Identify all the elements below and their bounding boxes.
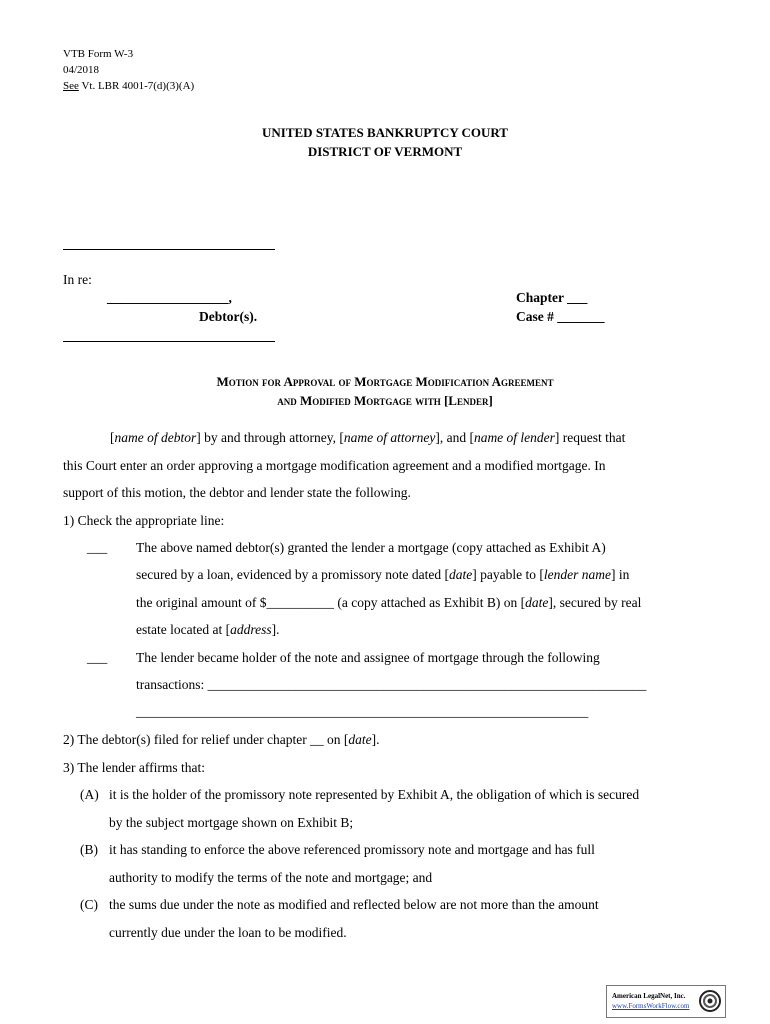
item3-label: 3) The lender affirms that: xyxy=(63,760,205,775)
item3-b-line2: authority to modify the terms of the note and mortgage; and xyxy=(109,870,433,885)
case-number-field: Case # _______ xyxy=(516,309,605,324)
in-re-label: In re: xyxy=(63,272,92,287)
lender-name-placeholder: lender name xyxy=(543,567,611,582)
publisher-link[interactable]: www.FormsWorkFlow.com xyxy=(612,1002,690,1010)
debtor-label: Debtor(s). xyxy=(199,309,258,324)
intro-line3: support of this motion, the debtor and lender state the following. xyxy=(63,485,411,500)
name-of-debtor-placeholder: name of debtor xyxy=(114,430,197,445)
item3-c-line1: the sums due under the note as modified and reflected below are not more than the amount xyxy=(109,897,599,912)
option-a-line2: secured by a loan, evidenced by a promissory note dated [date] payable to [lender name] in xyxy=(136,567,630,582)
publisher-name: American LegalNet, Inc. xyxy=(612,992,686,1000)
item3-a-line1: it is the holder of the promissory note represented by Exhibit A, the obligation of which is secured xyxy=(109,787,640,802)
item2: 2) The debtor(s) filed for relief under chapter __ on [date]. xyxy=(63,732,380,747)
item3-c-marker: (C) xyxy=(80,897,98,912)
option-a-line3: the original amount of $__________ (a copy attached as Exhibit B) on [date], secured by real xyxy=(136,595,642,610)
item3-b-line1: it has standing to enforce the above referenced promissory note and mortgage and has full xyxy=(109,842,595,857)
caption-top-rule xyxy=(63,249,275,250)
court-district: DISTRICT OF VERMONT xyxy=(307,144,463,159)
item3-c-line2: currently due under the loan to be modified. xyxy=(109,925,347,940)
publisher-badge xyxy=(606,985,726,1018)
form-date: 04/2018 xyxy=(63,64,100,76)
item3-b-marker: (B) xyxy=(80,842,98,857)
name-of-attorney-placeholder: name of attorney xyxy=(343,430,436,445)
debtor-name-blank: __________________, xyxy=(107,290,232,305)
option-b-checkbox-line[interactable]: ___ xyxy=(87,650,108,665)
item3-a-line2: by the subject mortgage shown on Exhibit B; xyxy=(109,815,354,830)
option-a-line1: The above named debtor(s) granted the lender a mortgage (copy attached as Exhibit A) xyxy=(136,540,606,555)
publisher-logo-icon xyxy=(698,989,722,1018)
option-a-line4: estate located at [address]. xyxy=(136,622,280,637)
chapter-field: Chapter ___ xyxy=(516,290,588,305)
intro-line2: this Court enter an order approving a mortgage modification agreement and a modified mortgage. In xyxy=(63,458,606,473)
note-date-placeholder: date xyxy=(449,567,473,582)
mortgage-date-placeholder: date xyxy=(525,595,549,610)
address-placeholder: address xyxy=(230,622,272,637)
option-b-line2[interactable]: transactions: _________________________________________________________________ xyxy=(136,677,647,692)
rule-citation: Vt. LBR 4001-7(d)(3)(A) xyxy=(78,80,195,92)
option-b-line1: The lender became holder of the note and assignee of mortgage through the following xyxy=(136,650,600,665)
item1-label: 1) Check the appropriate line: xyxy=(63,513,225,528)
rule-reference xyxy=(63,78,194,94)
filing-date-placeholder: date xyxy=(348,732,372,747)
option-a-checkbox-line[interactable]: ___ xyxy=(87,540,108,555)
option-b-line3[interactable]: ___________________________________________________________________ xyxy=(136,704,589,719)
see-word: See xyxy=(63,80,79,92)
name-of-lender-placeholder: name of lender xyxy=(473,430,555,445)
motion-title-line1: Motion for Approval of Mortgage Modification Agreement xyxy=(216,374,554,389)
caption-bottom-rule xyxy=(63,341,275,342)
intro-line1: [name of debtor] by and through attorney, [name of attorney], and [name of lender] request that xyxy=(110,430,626,445)
motion-title-line2: and Modified Mortgage with [Lender] xyxy=(277,393,493,408)
form-id: VTB Form W-3 xyxy=(63,48,134,60)
court-name: UNITED STATES BANKRUPTCY COURT xyxy=(262,125,508,140)
item3-a-marker: (A) xyxy=(80,787,99,802)
